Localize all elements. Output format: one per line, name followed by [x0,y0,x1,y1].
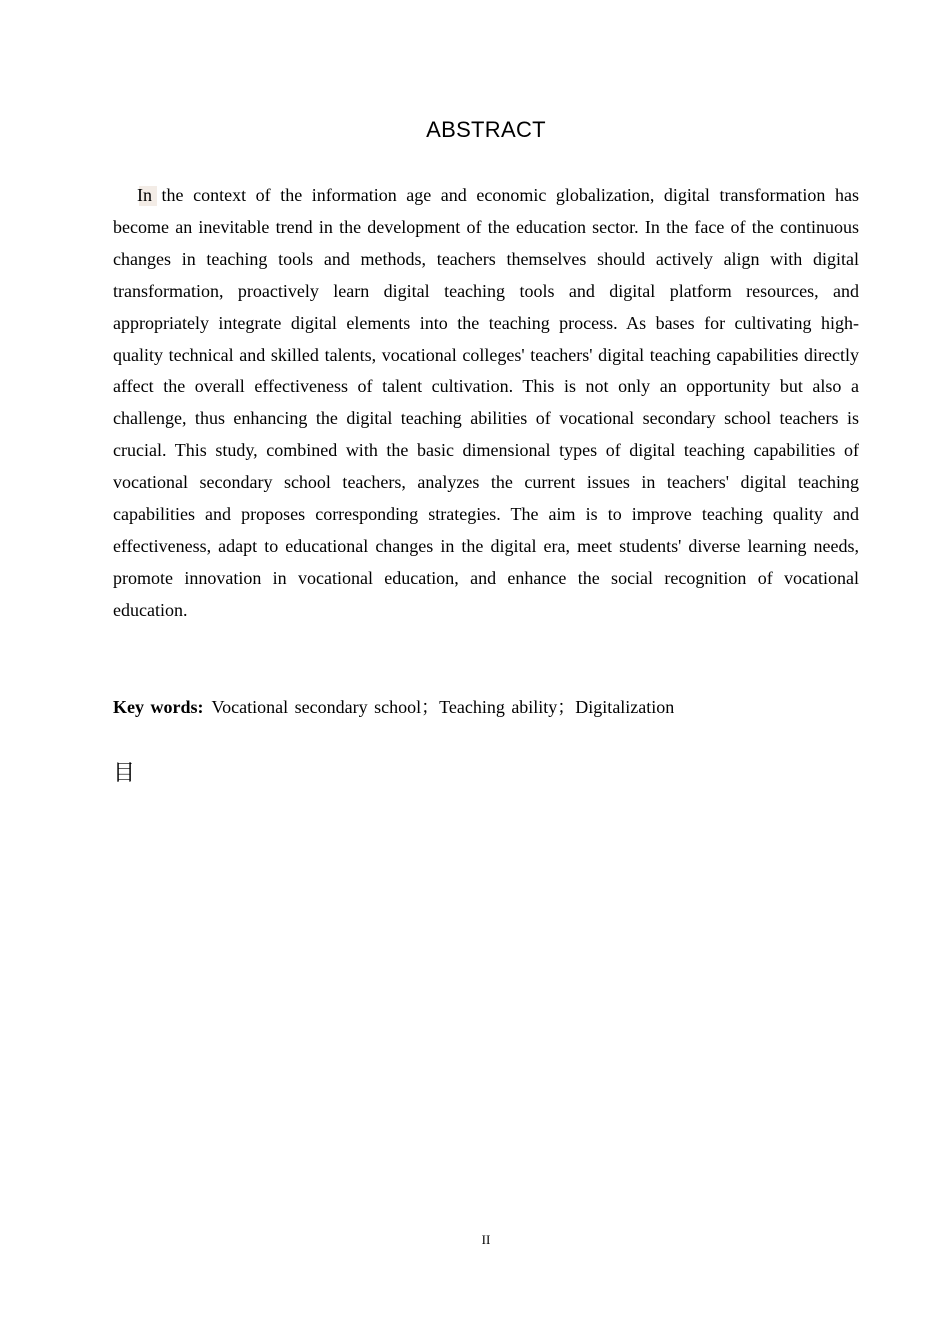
toc-heading-fragment: 目 [113,761,136,786]
abstract-paragraph: In the context of the information age and economic globalization, digital transformation has become an inevitable trend in the development of the education sector. In the face of the continuous changes in teaching tools and methods, teachers themselves should actively align with digital transformation, proactively learn digital teaching tools and digital platform resources, and appropriately integrate digital elements into the teaching process. As bases for cultivating high-quality technical and skilled talents, vocational colleges' teachers' digital teaching capabilities directly affect the overall effectiveness of talent cultivation. This is not only an opportunity but also a challenge, thus enhancing the digital teaching abilities of vocational secondary school teachers is crucial. This study, combined with the basic dimensional types of digital teaching capabilities of vocational secondary school teachers, analyzes the current issues in teachers' digital teaching capabilities and proposes corresponding strategies. The aim is to improve teaching quality and effectiveness, adapt to educational changes in the digital era, meet students' diverse learning needs, promote innovation in vocational education, and enhance the social recognition of vocational education. [113,185,859,620]
keywords-values: Vocational secondary school；Teaching ability；Digitalization [211,697,675,717]
abstract-title: ABSTRACT [426,117,546,142]
page-number: II [481,1232,491,1247]
keywords-label: Key words: [113,697,204,717]
keywords-line [113,691,859,723]
